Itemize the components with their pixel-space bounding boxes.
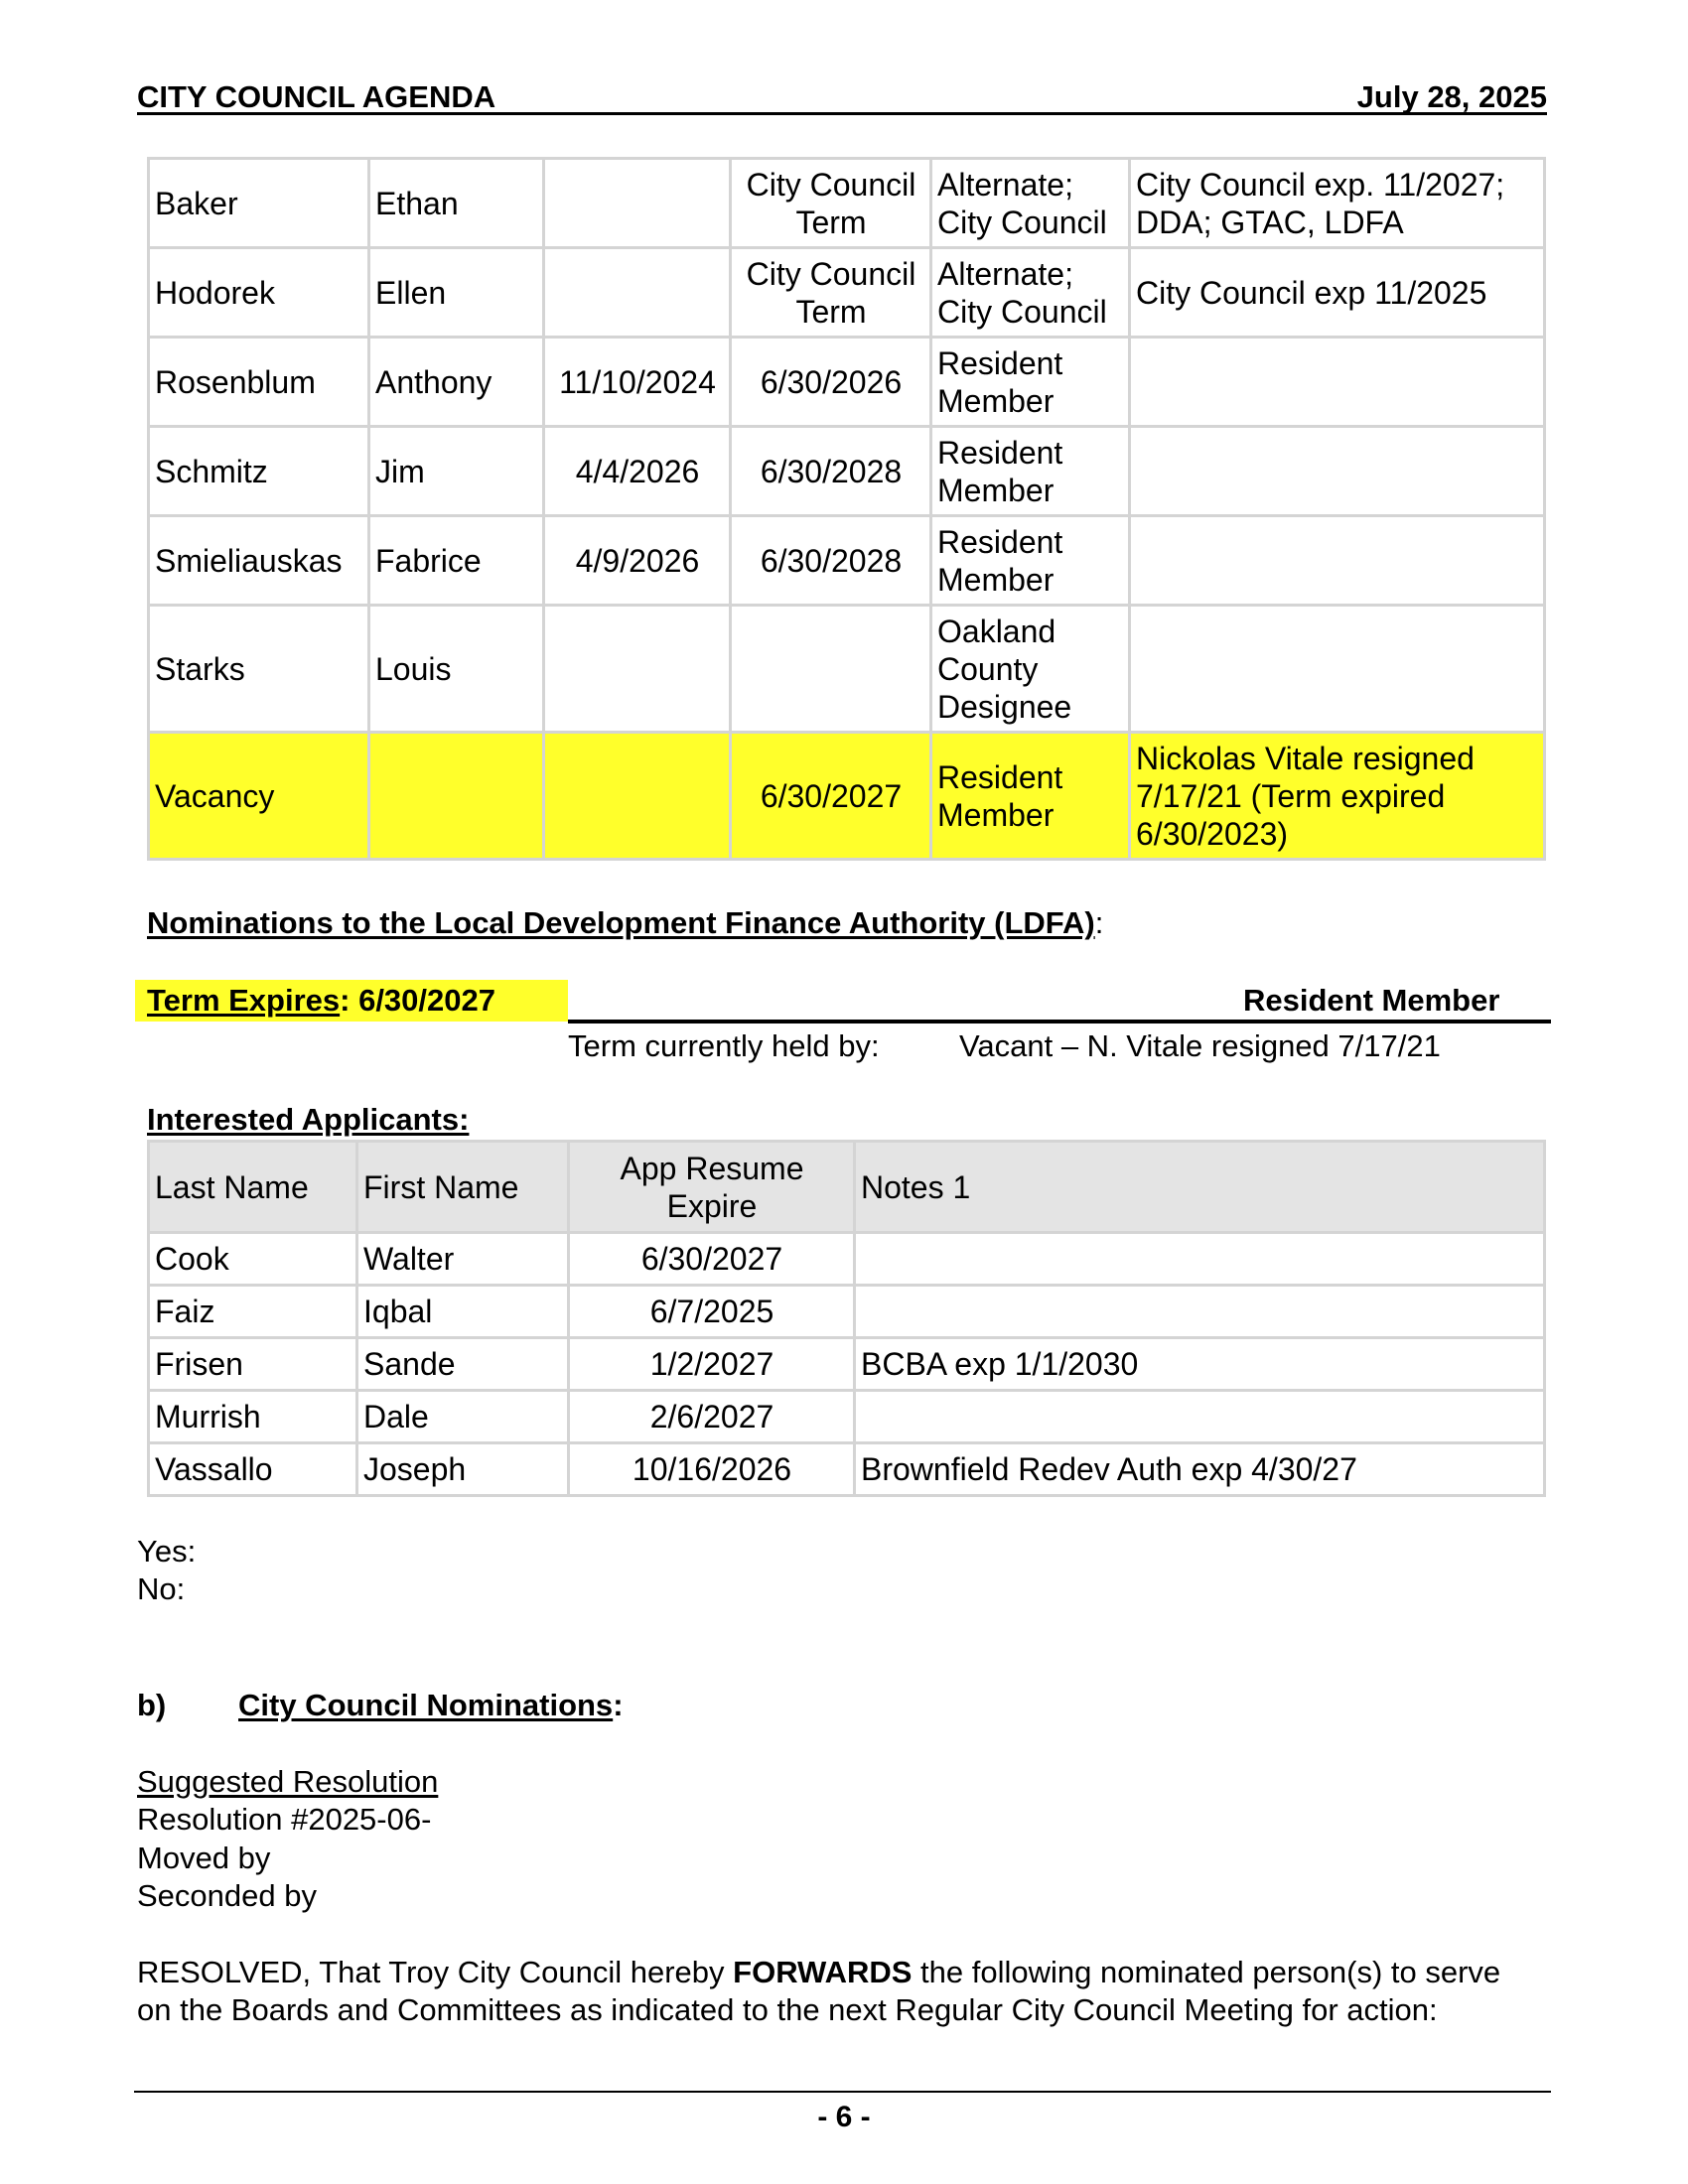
member-position: Resident Member xyxy=(931,733,1130,860)
table-row xyxy=(149,1391,1545,1443)
members-table xyxy=(147,157,1546,861)
term-role: Resident Member xyxy=(1243,983,1500,1018)
applicant-first-name: Dale xyxy=(357,1391,569,1443)
applicant-first-name: Joseph xyxy=(357,1443,569,1496)
held-by-label: Term currently held by: xyxy=(568,1028,880,1063)
member-notes xyxy=(1130,427,1545,516)
applicant-resume-expire: 6/7/2025 xyxy=(569,1286,855,1338)
seconded-by: Seconded by xyxy=(137,1878,317,1913)
member-first-name: Jim xyxy=(369,427,544,516)
member-position: Resident Member xyxy=(931,516,1130,606)
footer-rule xyxy=(134,2091,1551,2093)
applicant-first-name: Sande xyxy=(357,1338,569,1391)
applicant-last-name: Frisen xyxy=(149,1338,357,1391)
table-row xyxy=(149,1338,1545,1391)
member-position: Alternate; City Council xyxy=(931,248,1130,338)
col-app-resume-expire: App Resume Expire xyxy=(569,1142,855,1233)
applicant-notes xyxy=(855,1391,1545,1443)
member-first-name: Ellen xyxy=(369,248,544,338)
member-appointed xyxy=(544,733,731,860)
moved-by: Moved by xyxy=(137,1841,271,1875)
member-term-expires: City Council Term xyxy=(731,248,931,338)
applicant-resume-expire: 6/30/2027 xyxy=(569,1233,855,1286)
member-last-name: Starks xyxy=(149,606,369,733)
applicant-first-name: Iqbal xyxy=(357,1286,569,1338)
col-last-name: Last Name xyxy=(149,1142,357,1233)
member-notes xyxy=(1130,516,1545,606)
table-row xyxy=(149,159,1545,248)
member-last-name: Baker xyxy=(149,159,369,248)
table-row xyxy=(149,606,1545,733)
member-appointed: 4/9/2026 xyxy=(544,516,731,606)
applicant-notes xyxy=(855,1233,1545,1286)
member-appointed xyxy=(544,159,731,248)
term-rule xyxy=(568,1020,1551,1024)
member-last-name: Hodorek xyxy=(149,248,369,338)
applicant-resume-expire: 1/2/2027 xyxy=(569,1338,855,1391)
member-term-expires: 6/30/2027 xyxy=(731,733,931,860)
applicant-last-name: Cook xyxy=(149,1233,357,1286)
member-notes: City Council exp. 11/2027; DDA; GTAC, LDFA xyxy=(1130,159,1545,248)
table-row xyxy=(149,248,1545,338)
table-row xyxy=(149,1286,1545,1338)
member-first-name xyxy=(369,733,544,860)
member-first-name: Fabrice xyxy=(369,516,544,606)
applicants-table xyxy=(147,1140,1546,1497)
applicant-notes: Brownfield Redev Auth exp 4/30/27 xyxy=(855,1443,1545,1496)
member-position: Oakland County Designee xyxy=(931,606,1130,733)
header-rule xyxy=(137,112,1547,115)
held-by-value: Vacant – N. Vitale resigned 7/17/21 xyxy=(959,1028,1441,1063)
table-row xyxy=(149,338,1545,427)
member-term-expires xyxy=(731,606,931,733)
page-number: - 6 - xyxy=(817,2101,871,2133)
table-row xyxy=(149,1233,1545,1286)
member-appointed: 11/10/2024 xyxy=(544,338,731,427)
col-notes: Notes 1 xyxy=(855,1142,1545,1233)
member-appointed xyxy=(544,248,731,338)
member-last-name: Vacancy xyxy=(149,733,369,860)
term-expires: Term Expires: 6/30/2027 xyxy=(147,983,495,1018)
member-last-name: Smieliauskas xyxy=(149,516,369,606)
applicant-notes xyxy=(855,1286,1545,1338)
suggested-resolution: Suggested Resolution xyxy=(137,1764,439,1799)
member-appointed: 4/4/2026 xyxy=(544,427,731,516)
member-position: Alternate; City Council xyxy=(931,159,1130,248)
member-first-name: Louis xyxy=(369,606,544,733)
member-appointed xyxy=(544,606,731,733)
applicant-resume-expire: 2/6/2027 xyxy=(569,1391,855,1443)
vote-no: No: xyxy=(137,1571,186,1606)
applicant-last-name: Faiz xyxy=(149,1286,357,1338)
member-notes xyxy=(1130,338,1545,427)
member-first-name: Anthony xyxy=(369,338,544,427)
col-first-name: First Name xyxy=(357,1142,569,1233)
member-term-expires: 6/30/2026 xyxy=(731,338,931,427)
resolution-number: Resolution #2025-06- xyxy=(137,1802,432,1837)
section-b-title: City Council Nominations: xyxy=(238,1688,624,1722)
member-notes: Nickolas Vitale resigned 7/17/21 (Term expired 6/30/2023) xyxy=(1130,733,1545,860)
applicant-last-name: Murrish xyxy=(149,1391,357,1443)
agenda-date: July 28, 2025 xyxy=(1356,79,1547,114)
agenda-title: CITY COUNCIL AGENDA xyxy=(137,79,496,114)
table-row xyxy=(149,733,1545,860)
member-notes xyxy=(1130,606,1545,733)
section-b-marker: b) xyxy=(137,1688,167,1722)
member-notes: City Council exp 11/2025 xyxy=(1130,248,1545,338)
applicants-header-row xyxy=(149,1142,1545,1233)
vote-yes: Yes: xyxy=(137,1534,197,1569)
member-first-name: Ethan xyxy=(369,159,544,248)
member-position: Resident Member xyxy=(931,338,1130,427)
applicant-first-name: Walter xyxy=(357,1233,569,1286)
nominations-heading: Nominations to the Local Development Finance Authority (LDFA): xyxy=(147,905,1104,940)
applicant-last-name: Vassallo xyxy=(149,1443,357,1496)
applicant-resume-expire: 10/16/2026 xyxy=(569,1443,855,1496)
member-position: Resident Member xyxy=(931,427,1130,516)
resolution-text: RESOLVED, That Troy City Council hereby FORWARDS the following nominated person(s) to serve on the Boards and Committees as indicated to the next Regular City Council Meeting for action: xyxy=(137,1955,1501,2027)
table-row xyxy=(149,516,1545,606)
member-last-name: Rosenblum xyxy=(149,338,369,427)
table-row xyxy=(149,1443,1545,1496)
applicants-heading: Interested Applicants: xyxy=(147,1102,470,1137)
table-row xyxy=(149,427,1545,516)
applicant-notes: BCBA exp 1/1/2030 xyxy=(855,1338,1545,1391)
member-term-expires: City Council Term xyxy=(731,159,931,248)
member-last-name: Schmitz xyxy=(149,427,369,516)
member-term-expires: 6/30/2028 xyxy=(731,427,931,516)
member-term-expires: 6/30/2028 xyxy=(731,516,931,606)
